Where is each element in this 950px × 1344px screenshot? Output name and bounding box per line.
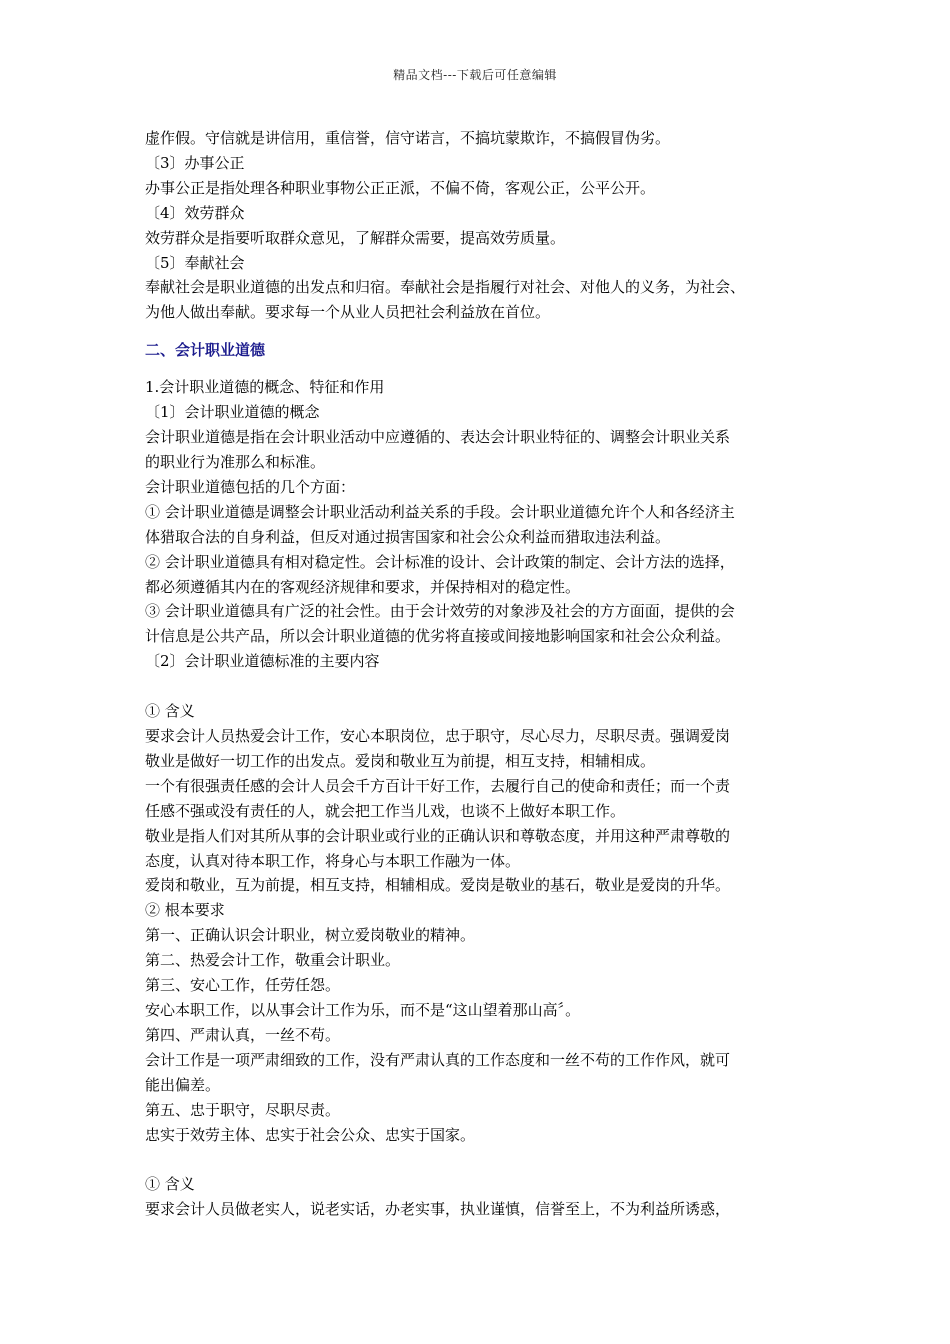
requirement-item: 第五、忠于职守，尽职尽责。 bbox=[145, 1100, 341, 1119]
subheading-definition: 〔1〕会计职业道德的概念 bbox=[145, 403, 320, 422]
paragraph-line: 忠实于效劳主体、忠实于社会公众、忠实于国家。 bbox=[145, 1125, 476, 1144]
subheading-basic-requirements: ② 根本要求 bbox=[145, 901, 225, 920]
subheading-concept: 1.会计职业道德的概念、特征和作用 bbox=[145, 378, 385, 397]
paragraph-line: 会计职业道德是指在会计职业活动中应遵循的、表达会计职业特征的、调整会计职业关系 bbox=[145, 428, 731, 447]
subheading-fairness: 〔3〕办事公正 bbox=[145, 153, 245, 172]
requirement-item: 第一、正确认识会计职业，树立爱岗敬业的精神。 bbox=[145, 926, 476, 945]
paragraph-line: 态度，认真对待本职工作，将身心与本职工作融为一体。 bbox=[145, 851, 521, 870]
paragraph-line: 要求会计人员热爱会计工作，安心本职岗位，忠于职守，尽心尽力，尽职尽责。强调爱岗 bbox=[145, 727, 731, 746]
paragraph-line: 能出偏差。 bbox=[145, 1075, 221, 1094]
paragraph-line: 任感不强或没有责任的人，就会把工作当儿戏，也谈不上做好本职工作。 bbox=[145, 801, 626, 820]
subheading-meaning: ① 含义 bbox=[145, 1175, 195, 1194]
blank-line bbox=[145, 674, 815, 699]
paragraph-line: 奉献社会是职业道德的出发点和归宿。奉献社会是指履行对社会、对他人的义务，为社会、 bbox=[145, 278, 746, 297]
document-body bbox=[145, 126, 815, 1222]
subheading-meaning: ① 含义 bbox=[145, 702, 195, 721]
section-professional-ethics-tail bbox=[145, 126, 815, 325]
requirement-item: 第四、严肃认真，一丝不苟。 bbox=[145, 1025, 341, 1044]
paragraph-line: 为他人做出奉献。要求每一个从业人员把社会利益放在首位。 bbox=[145, 303, 551, 322]
paragraph-line: 安心本职工作，以从事会计工作为乐，而不是“这山望着那山高〞。 bbox=[145, 1001, 581, 1019]
paragraph-line: 敬业是指人们对其所从事的会计职业或行业的正确认识和尊敬态度，并用这种严肃尊敬的 bbox=[145, 826, 731, 845]
paragraph-line: 效劳群众是指要听取群众意见，了解群众需要，提高效劳质量。 bbox=[145, 228, 566, 247]
list-item-continued: 体猎取合法的自身利益，但反对通过损害国家和社会公众利益而猎取违法利益。 bbox=[145, 527, 671, 546]
section-honesty bbox=[145, 1172, 815, 1222]
subheading-serve-public: 〔4〕效劳群众 bbox=[145, 203, 245, 222]
requirement-item: 第三、安心工作，任劳任怨。 bbox=[145, 976, 341, 995]
blank-line bbox=[145, 1147, 815, 1172]
paragraph-line: 一个有很强责任感的会计人员会千方百计干好工作，去履行自己的使命和责任；而一个责 bbox=[145, 776, 731, 795]
page-header: 精品文档---下载后可任意编辑 bbox=[393, 68, 557, 82]
paragraph-line: 办事公正是指处理各种职业事物公正正派，不偏不倚，客观公正，公平公开。 bbox=[145, 178, 656, 197]
paragraph-line: 的职业行为准那么和标准。 bbox=[145, 452, 326, 471]
subheading-dedication: 〔5〕奉献社会 bbox=[145, 253, 245, 272]
list-item: ① 会计职业道德是调整会计职业活动利益关系的手段。会计职业道德允许个人和各经济主 bbox=[145, 502, 735, 521]
list-item-continued: 都必须遵循其内在的客观经济规律和要求，并保持相对的稳定性。 bbox=[145, 577, 581, 596]
section-heading: 二、会计职业道德 bbox=[145, 341, 266, 360]
paragraph-line: 敬业是做好一切工作的出发点。爱岗和敬业互为前提，相互支持，相辅相成。 bbox=[145, 751, 656, 770]
requirement-item: 第二、热爱会计工作，敬重会计职业。 bbox=[145, 951, 401, 970]
subheading-main-content: 〔2〕会计职业道德标准的主要内容 bbox=[145, 652, 380, 671]
paragraph-line: 会计工作是一项严肃细致的工作，没有严肃认真的工作态度和一丝不苟的工作作风，就可 bbox=[145, 1050, 731, 1069]
section-accounting-ethics bbox=[145, 375, 815, 674]
paragraph-line: 要求会计人员做老实人，说老实话，办老实事，执业谨慎，信誉至上，不为利益所诱惑， bbox=[145, 1200, 731, 1219]
paragraph-line: 虚作假。守信就是讲信用，重信誉，信守诺言，不搞坑蒙欺诈，不搞假冒伪劣。 bbox=[145, 129, 671, 147]
paragraph-line: 爱岗和敬业，互为前提，相互支持，相辅相成。爱岗是敬业的基石，敬业是爱岗的升华。 bbox=[145, 876, 731, 895]
list-item: ③ 会计职业道德具有广泛的社会性。由于会计效劳的对象涉及社会的方方面面，提供的会 bbox=[145, 602, 735, 621]
list-item-continued: 计信息是公共产品，所以会计职业道德的优劣将直接或间接地影响国家和社会公众利益。 bbox=[145, 627, 731, 646]
section-love-job bbox=[145, 699, 815, 1147]
paragraph-line: 会计职业道德包括的几个方面： bbox=[145, 477, 356, 496]
list-item: ② 会计职业道德具有相对稳定性。会计标准的设计、会计政策的制定、会计方法的选择， bbox=[145, 552, 735, 571]
